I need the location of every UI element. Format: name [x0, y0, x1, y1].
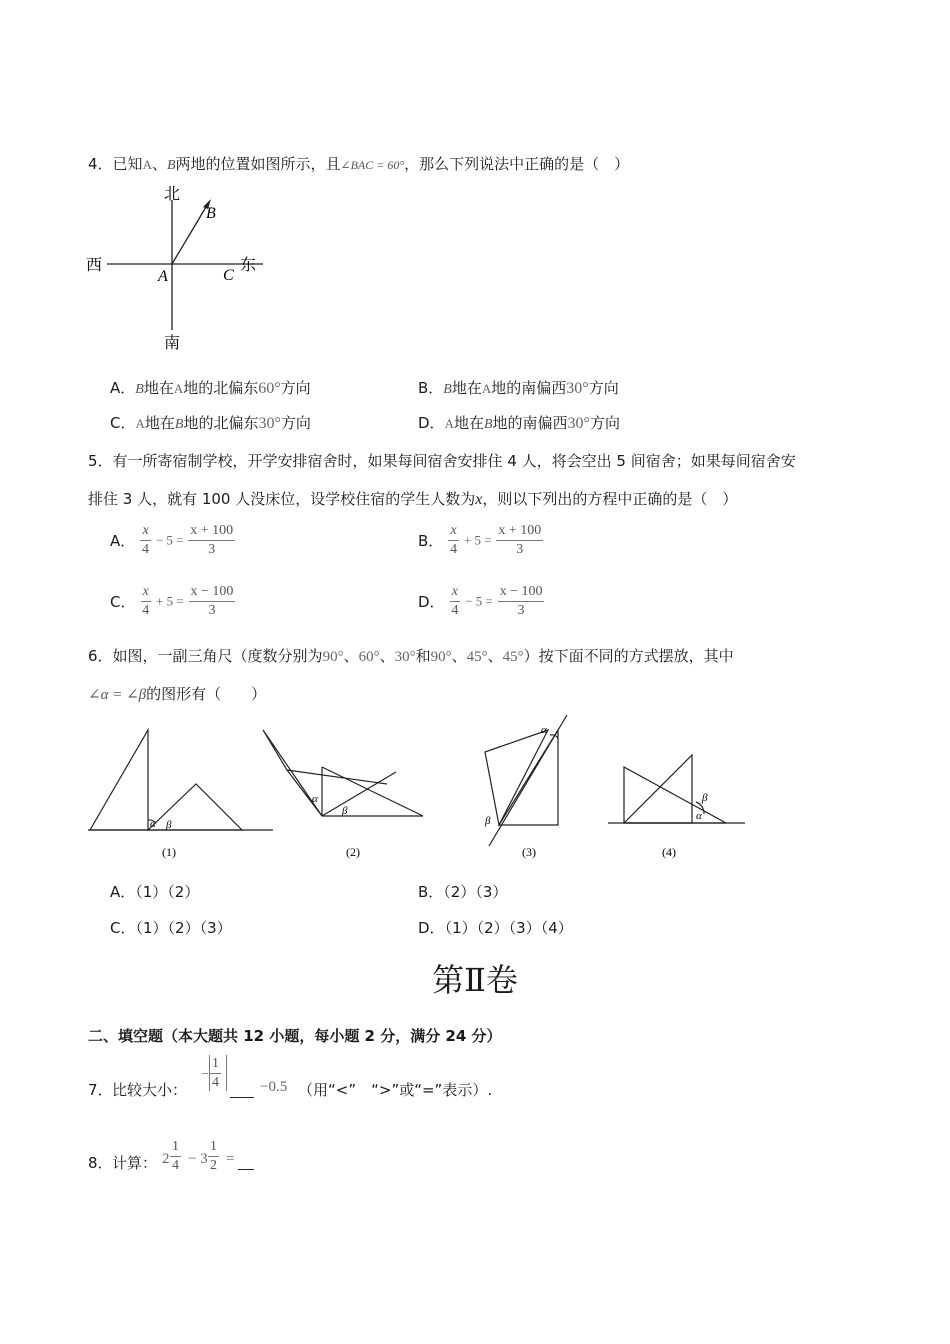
fig1-45-triangle	[148, 784, 242, 830]
fig2-alpha: α	[312, 793, 318, 805]
q6-triangles-figure	[80, 710, 760, 865]
fig4-triangle-right	[624, 755, 692, 823]
q4-stem: 4．已知A、B两地的位置如图所示，且∠BAC = 60°，那么下列说法中正确的是（ ）	[88, 155, 630, 173]
fig3-quad	[485, 730, 548, 825]
q6-stem-line1: 6．如图，一副三角尺（度数分别为90°、60°、30°和90°、45°、45°）按下面不同的方式摆放，其中	[88, 647, 734, 665]
section2-heading: 二、填空题（本大题共 12 小题，每小题 2 分，满分 24 分）	[88, 1027, 502, 1045]
label-north: 北	[164, 186, 181, 203]
fig4-alpha: α	[696, 810, 702, 822]
q4-option-b[interactable]: B．B地在A地的南偏西30°方向	[418, 379, 619, 397]
q5-stem-line2: 排住 3 人，就有 100 人没床位，设学校住宿的学生人数为x，则以下列出的方程中正确的是（ ）	[88, 490, 738, 508]
q6-option-c[interactable]: C．（1）（2）（3）	[110, 919, 232, 937]
label-south: 南	[164, 335, 181, 352]
label-east: 东	[240, 257, 257, 274]
fig2-edge	[287, 770, 387, 784]
q7-answer-blank[interactable]	[230, 1081, 254, 1098]
fig3-beta: β	[485, 815, 491, 827]
q6-stem-line2: ∠α = ∠β的图形有（ ）	[88, 685, 267, 703]
q5-option-a[interactable]: A． $\frac{x}{4}$ − 5 = $\frac{x + 100}{3}$	[110, 523, 234, 557]
q6-option-d[interactable]: D．（1）（2）（3）（4）	[418, 919, 573, 937]
q5-stem-line1: 5．有一所寄宿制学校，开学安排宿舍时，如果每间宿舍安排住 4 人，将会空出 5 间宿舍；如果每间宿舍安	[88, 452, 796, 470]
q6-option-a[interactable]: A．（1）（2）	[110, 883, 200, 901]
label-b: B	[206, 205, 216, 222]
caption-1: (1)	[162, 845, 176, 859]
q4-option-d[interactable]: D．A地在B地的南偏西30°方向	[418, 414, 620, 432]
ray-ab	[172, 202, 209, 264]
caption-4: (4)	[662, 845, 676, 859]
q5-option-c[interactable]: C． $\frac{x}{4}$ + 5 = $\frac{x - 100}{3}$	[110, 584, 234, 618]
caption-3: (3)	[522, 845, 536, 859]
fig1-30-60-triangle	[90, 730, 148, 830]
q5-option-d[interactable]: D． $\frac{x}{4}$ − 5 = $\frac{x - 100}{3}$	[418, 584, 543, 618]
label-a: A	[158, 268, 168, 285]
caption-2: (2)	[346, 845, 360, 859]
part2-title: 第Ⅱ卷	[432, 961, 518, 999]
fig2-hypotenuse	[322, 767, 423, 816]
q4-compass-figure	[80, 180, 280, 355]
fig4-triangle-left	[624, 767, 726, 823]
q8-answer-blank[interactable]	[238, 1153, 254, 1170]
label-c: C	[223, 267, 234, 284]
fig4-beta: β	[702, 792, 708, 804]
fig1-alpha: α	[150, 818, 156, 830]
fig2-beta: β	[342, 805, 348, 817]
q4-option-a[interactable]: A．B地在A地的北偏东60°方向	[110, 379, 311, 397]
q5-option-b[interactable]: B． $\frac{x}{4}$ + 5 = $\frac{x + 100}{3}$	[418, 523, 542, 557]
label-west: 西	[86, 257, 103, 274]
q6-option-b[interactable]: B．（2）（3）	[418, 883, 508, 901]
q4-option-c[interactable]: C．A地在B地的北偏东30°方向	[110, 414, 311, 432]
fig1-beta: β	[166, 819, 172, 831]
fig3-long-line	[489, 715, 567, 846]
fig3-alpha: α	[541, 724, 547, 736]
fig2-cross-line	[322, 772, 396, 816]
